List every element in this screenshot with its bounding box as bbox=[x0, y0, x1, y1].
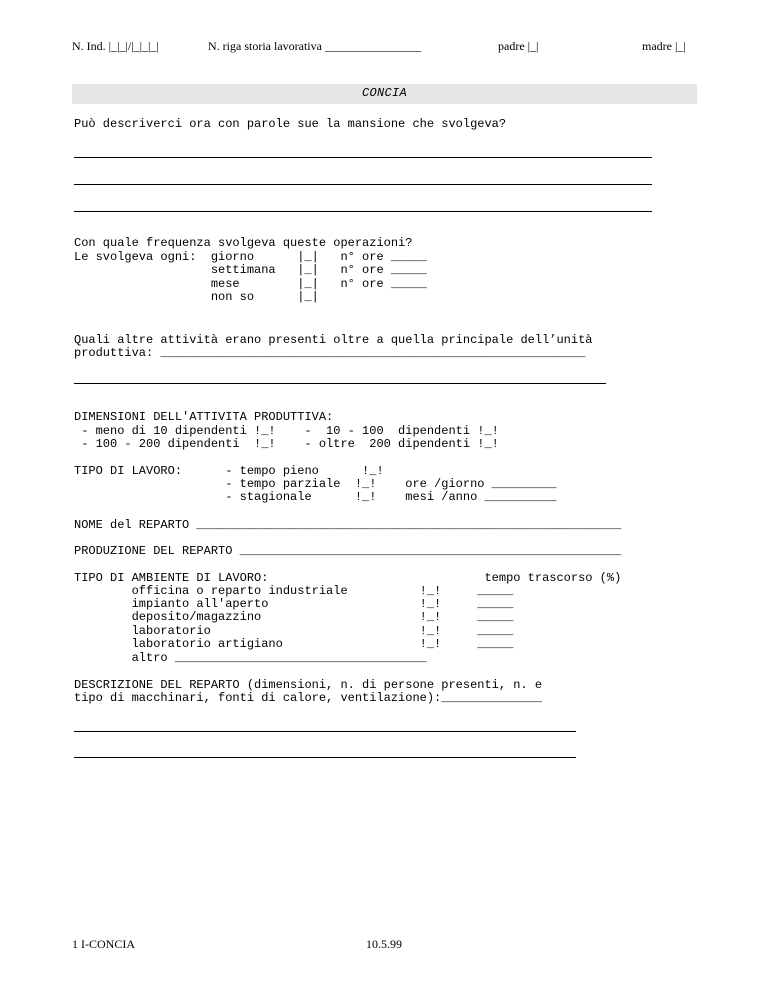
nome-reparto: NOME del REPARTO ___________________________________________________________ bbox=[74, 518, 622, 532]
header-riga-storia: N. riga storia lavorativa ________________ bbox=[208, 39, 421, 53]
ambiente-officina: officina o reparto industriale !_! _____ bbox=[74, 584, 514, 598]
ambiente-laboratorio-artigiano: laboratorio artigiano !_! _____ bbox=[74, 637, 514, 651]
frequency-settimana: settimana |_| n° ore _____ bbox=[74, 263, 427, 277]
produzione-reparto: PRODUZIONE DEL REPARTO _____________________________________________________ bbox=[74, 544, 622, 558]
descrizione-line-2: tipo di macchinari, fonti di calore, ventilazione):______________ bbox=[74, 691, 543, 705]
header-madre: madre |_| bbox=[642, 39, 686, 53]
tipo-lavoro-row-2: - tempo parziale !_! ore /giorno _________ bbox=[74, 477, 557, 491]
ambiente-impianto: impianto all'aperto !_! _____ bbox=[74, 597, 514, 611]
ambiente-heading: TIPO DI AMBIENTE DI LAVORO: tempo trascorso (%) bbox=[74, 571, 622, 585]
dimensioni-heading: DIMENSIONI DELL'ATTIVITA PRODUTTIVA: bbox=[74, 410, 334, 424]
frequency-question: Con quale frequenza svolgeva queste operazioni? bbox=[74, 236, 413, 250]
answer-line-2[interactable] bbox=[74, 184, 652, 185]
tipo-lavoro-row-1: TIPO DI LAVORO: - tempo pieno !_! bbox=[74, 464, 384, 478]
footer-form-code: 1 I-CONCIA bbox=[72, 937, 135, 951]
frequency-mese: mese |_| n° ore _____ bbox=[74, 277, 427, 291]
ambiente-laboratorio: laboratorio !_! _____ bbox=[74, 624, 514, 638]
footer-date: 10.5.99 bbox=[366, 937, 402, 951]
ambiente-altro: altro ___________________________________ bbox=[74, 651, 427, 665]
descrizione-answer-line-1[interactable] bbox=[74, 731, 576, 732]
ambiente-deposito: deposito/magazzino !_! _____ bbox=[74, 610, 514, 624]
frequency-giorno: Le svolgeva ogni: giorno |_| n° ore _____ bbox=[74, 250, 427, 264]
header-padre: padre |_| bbox=[498, 39, 539, 53]
altre-attivita-answer: produttiva: ___________________________________________________________ bbox=[74, 346, 586, 360]
altre-attivita-question: Quali altre attività erano presenti oltre a quella principale dell’unità bbox=[74, 333, 593, 347]
title-band bbox=[72, 84, 697, 104]
altre-attivita-line[interactable] bbox=[74, 383, 606, 384]
frequency-non-so: non so |_| bbox=[74, 290, 319, 304]
header-n-ind: N. Ind. |_|_|/|_|_|_| bbox=[72, 39, 159, 53]
dimensioni-row-1: - meno di 10 dipendenti !_! - 10 - 100 dipendenti !_! bbox=[74, 424, 499, 438]
dimensioni-row-2: - 100 - 200 dipendenti !_! - oltre 200 dipendenti !_! bbox=[74, 437, 499, 451]
page-title: CONCIA bbox=[361, 86, 407, 100]
tipo-lavoro-row-3: - stagionale !_! mesi /anno __________ bbox=[74, 490, 557, 504]
question-mansione: Può descriverci ora con parole sue la mansione che svolgeva? bbox=[74, 117, 507, 131]
answer-line-3[interactable] bbox=[74, 211, 652, 212]
answer-line-1[interactable] bbox=[74, 157, 652, 158]
descrizione-answer-line-2[interactable] bbox=[74, 757, 576, 758]
descrizione-line-1: DESCRIZIONE DEL REPARTO (dimensioni, n. di persone presenti, n. e bbox=[74, 678, 543, 692]
